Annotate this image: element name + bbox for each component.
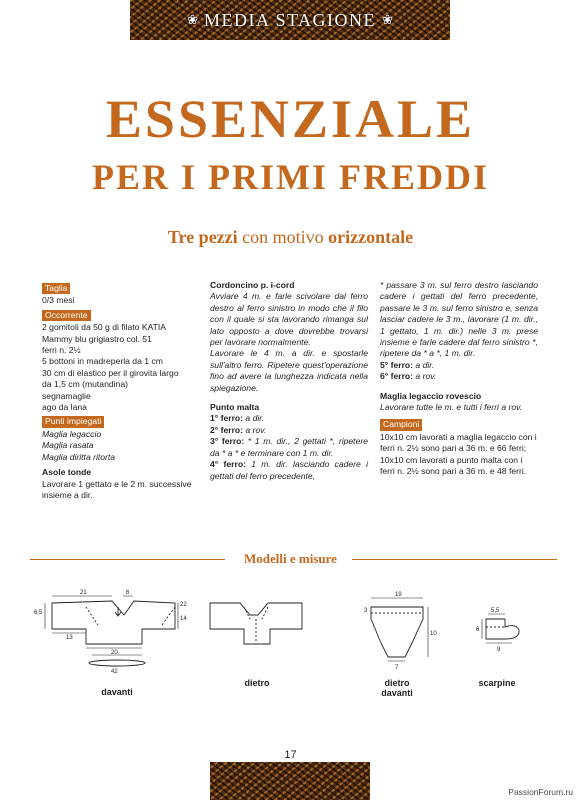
row-2 xyxy=(210,425,368,436)
heading-malta: Punto malta xyxy=(210,402,260,413)
material-line: 5 bottoni in madreperla da 1 cm xyxy=(42,356,163,367)
row-label: 2° ferro: xyxy=(210,424,244,435)
heading-legaccio: Maglia legaccio rovescio xyxy=(380,390,482,401)
dim-10-label: 10 xyxy=(430,631,437,637)
page-number: 17 xyxy=(284,749,297,761)
subtitle-bold-2: orizzontale xyxy=(328,227,414,247)
dim-6-label: 6 xyxy=(126,590,130,596)
asole-text: Lavorare 1 gettato e le 2 m. successive insieme a dir. xyxy=(42,478,192,500)
row-6 xyxy=(380,371,538,382)
column-samples xyxy=(380,280,538,478)
row-text: a dir. xyxy=(413,359,435,370)
dim-13-label: 13 xyxy=(66,635,73,641)
row-text: a dir. xyxy=(243,413,265,424)
stitch-line: Maglia rasata xyxy=(42,440,94,451)
dim-42-label: 42 xyxy=(111,669,118,675)
footer-band xyxy=(210,762,370,800)
row-text: a rov. xyxy=(413,371,437,382)
icord-text-2: Lavorare le 4 m. a dir. e spostarle sull'altro ferro. Ripetere quest'operazione fino ad avere la lunghezza indicata nella spiegazione. xyxy=(210,348,368,393)
dim-9-label: 9 xyxy=(497,647,501,653)
stitch-line: Maglia diritta ritorta xyxy=(42,451,116,462)
row-label: 3° ferro: xyxy=(210,436,245,447)
dim-14-label: 14 xyxy=(180,616,187,622)
row-label: 5° ferro: xyxy=(380,359,414,370)
column-materials xyxy=(42,280,200,501)
sample-text-2: 10x10 cm lavorati a punto malta con i ferri n. 2½ sono pari a 36 m. e 48 ferri. xyxy=(380,454,527,477)
material-line: 30 cm di elastico per il girovita largo xyxy=(42,367,179,378)
divider-right xyxy=(352,559,557,560)
heading-icord: Cordoncino p. i-cord xyxy=(210,280,295,290)
row-label: 4° ferro: xyxy=(210,459,246,470)
back-schematic xyxy=(210,603,302,644)
dim-3-label: 3 xyxy=(364,608,368,614)
section-title: MEDIA STAGIONE xyxy=(203,9,377,30)
page-title-line2: PER I PRIMI FREDDI xyxy=(91,157,489,197)
row-3 xyxy=(210,436,368,459)
material-line: da 1,5 cm (mutandina) xyxy=(42,379,128,390)
subtitle-bold-1: Tre pezzi xyxy=(167,227,238,247)
row-4-continued: * passare 3 m. sul ferro destro lasciando cadere i gettati del ferro precedente, passare le 3 m. sul ferro sinistro e, senza lasciar cadere le 3 m., lavorare (1 m. dir., 1 gettato, 1 m. dir.) nelle 3 m. prese insieme e farle cadere dal ferro sinistro *, ripetere da * a *, 1 m. dir. xyxy=(380,280,538,359)
header-band xyxy=(130,0,450,40)
dim-65-label: 6,5 xyxy=(34,610,43,616)
column-icord xyxy=(210,280,368,482)
section-label-occorrente: Occorrente xyxy=(42,310,91,321)
icord-text: Avviare 4 m. e farle scivolare dal ferro destro al ferro sinistro in modo che il filo con il quale si sta lavorando rimanga sul lato opposto a dove dovrebbe trovarsi per lavorare normalmente. xyxy=(210,291,368,348)
subtitle-plain: con motivo xyxy=(237,227,329,247)
dim-7-label: 7 xyxy=(395,665,399,671)
material-line: Mammy blu grigiastro col. 51 xyxy=(42,333,152,344)
row-5 xyxy=(380,360,538,371)
label-line: davanti xyxy=(381,688,413,698)
material-line: segnamaglie xyxy=(42,390,91,401)
page-title: ESSENZIALE xyxy=(105,89,476,149)
size-text: 0/3 mesi xyxy=(42,295,75,306)
row-1 xyxy=(210,413,368,424)
material-line: ferri n. 2½ xyxy=(42,345,81,356)
row-text: a rov. xyxy=(243,424,267,435)
label-davanti: davanti xyxy=(101,687,133,697)
watermark: PassionForum.ru xyxy=(508,787,573,797)
stitch-line: Maglia legaccio xyxy=(42,428,102,439)
dim-6-shoe-label: 6 xyxy=(476,627,480,633)
pants-schematic xyxy=(371,598,428,661)
heading-asole: Asole tonde xyxy=(42,467,92,478)
dim-21-label: 21 xyxy=(80,590,87,596)
bootie-schematic xyxy=(482,614,519,643)
section-label-taglia: Taglia xyxy=(42,283,70,294)
dim-55-label: 5,5 xyxy=(491,608,500,614)
dim-19-label: 19 xyxy=(395,592,402,598)
row-label: 1° ferro: xyxy=(210,413,244,424)
section-models-title: Modelli e misure xyxy=(244,551,337,566)
legaccio-text: Lavorare tutte le m. e tutti i ferri a rov. xyxy=(380,402,523,413)
dim-22-label: 22 xyxy=(180,602,187,608)
schematics-diagram xyxy=(0,585,581,685)
row-text: 1 m. dir. lasciando cadere i gettati del ferro precedente, xyxy=(210,459,369,481)
page-subtitle xyxy=(0,227,581,248)
row-text: * 1 m. dir., 2 gettati *, ripetere da * a * e terminare con 1 m. dir. xyxy=(210,436,368,458)
section-label-campioni: Campioni xyxy=(380,419,422,430)
dim-20-label: 20 xyxy=(111,650,118,656)
material-line: ago da lana xyxy=(42,402,87,413)
section-label-punti: Punti impiegati xyxy=(42,416,104,427)
label-dietro-davanti xyxy=(372,678,422,698)
sample-text-1: 10x10 cm lavorati a maglia legaccio con i ferri n. 2½ sono pari a 36 m. e 66 ferri; xyxy=(380,431,537,454)
label-line: dietro xyxy=(384,678,410,688)
flower-ornament-icon: ❀ xyxy=(382,12,393,27)
material-line: 2 gomitoli da 50 g di filato KATIA xyxy=(42,322,167,333)
flower-ornament-icon: ❀ xyxy=(187,12,198,27)
label-dietro: dietro xyxy=(244,678,270,688)
label-scarpine: scarpine xyxy=(478,678,516,688)
row-label: 6° ferro: xyxy=(380,371,414,382)
row-4 xyxy=(210,459,368,482)
